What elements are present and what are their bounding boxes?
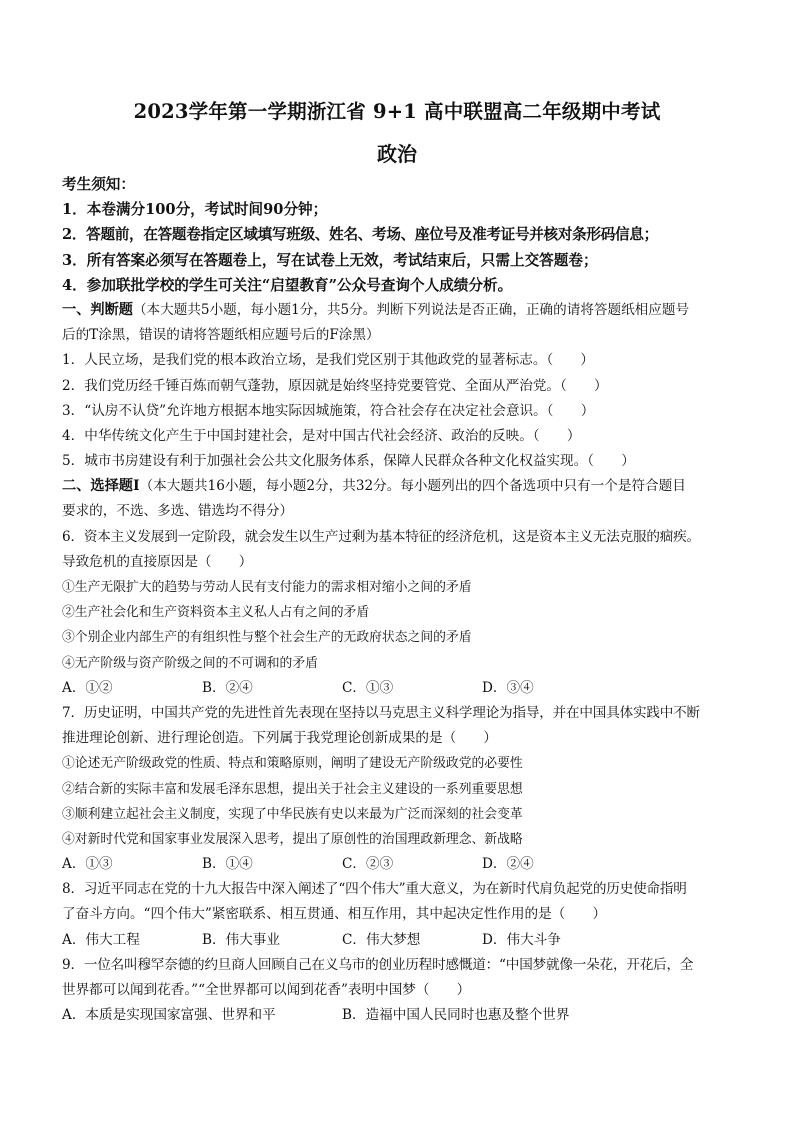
exam-subject: 政治 — [377, 142, 417, 166]
section2-header — [62, 474, 742, 499]
choice-a: A．本质是实现国家富强、世界和平 — [62, 1007, 276, 1024]
question-6-stem-cont: 导致危机的直接原因是（ ） — [62, 553, 253, 570]
question-9-stem: 9．一位名叫穆罕奈德的约旦商人回顾自己在义乌市的创业历程时感慨道：“中国梦就像一朵花，开花后，全 — [62, 956, 694, 973]
judge-question: 1．人民立场，是我们党的根本政治立场，是我们党区别于其他政党的显著标志。（ ） — [62, 352, 595, 369]
question-8-choices — [62, 928, 742, 953]
question-6-statement: ③个别企业内部生产的有组织性与整个社会生产的无政府状态之间的矛盾 — [62, 630, 472, 646]
section1-desc: （本大题共5小题，每小题1分，共5分。判断下列说法是否正确，正确的请将答题纸相应题号 — [132, 301, 690, 318]
question-7-stem: 7．历史证明，中国共产党的先进性首先表现在坚持以马克思主义科学理论为指导，并在中国具体实践中不断 — [62, 704, 700, 721]
section1-heading: 一、判断题 — [62, 301, 133, 318]
question-7-statement: ④对新时代党和国家事业发展深入思考，提出了原创性的治国理政新理念、新战略 — [62, 831, 523, 847]
choice-a: A．①③ — [62, 856, 113, 873]
question-9-stem-cont: 世界都可以闻到花香。”“全世界都可以闻到花香”表明中国梦（ ） — [62, 982, 471, 998]
judge-question: 3．“认房不认贷”允许地方根据本地实际因城施策，符合社会存在决定社会意识。（ ） — [62, 402, 595, 419]
question-7-statement: ②结合新的实际丰富和发展毛泽东思想，提出关于社会主义建设的一系列重要思想 — [62, 781, 523, 797]
choice-b: B．②④ — [202, 679, 253, 696]
question-7-statement: ③顺利建立起社会主义制度，实现了中华民族有史以来最为广泛而深刻的社会变革 — [62, 806, 523, 822]
notice-item: 2．答题前，在答题卷指定区域填写班级、姓名、考场、座位号及准考证号并核对条形码信息； — [62, 226, 658, 244]
choice-b: B．伟大事业 — [202, 931, 280, 948]
choice-c: C．②③ — [342, 856, 394, 873]
choice-b: B．①④ — [202, 856, 253, 873]
question-6-statement: ④无产阶级与资产阶级之间的不可调和的矛盾 — [62, 655, 318, 671]
judge-question: 4．中华传统文化产生于中国封建社会，是对中国古代社会经济、政治的反映。（ ） — [62, 427, 581, 444]
notice-item: 1．本卷满分100分，考试时间90分钟； — [62, 201, 328, 219]
question-6-statement: ①生产无限扩大的趋势与劳动人民有支付能力的需求相对缩小之间的矛盾 — [62, 580, 472, 595]
section2-heading: 二、选择题Ⅰ — [62, 478, 140, 495]
exam-body — [62, 172, 742, 1028]
section1-header — [62, 298, 742, 323]
question-8-stem: 8．习近平同志在党的十九大报告中深入阐述了“四个伟大”重大意义，为在新时代肩负起党的历史使命指明 — [62, 881, 687, 898]
choice-d: D．②④ — [482, 856, 534, 873]
choice-c: C．伟大梦想 — [342, 931, 421, 948]
question-8-stem-cont: 了奋斗方向。“四个伟大”紧密联系、相互贯通、相互作用，其中起决定性作用的是（ ） — [62, 906, 607, 923]
question-7-statement: ①论述无产阶级政党的性质、特点和策略原则，阐明了建设无产阶级政党的必要性 — [62, 756, 523, 772]
question-9-choices — [62, 1003, 742, 1028]
choice-a: A．①② — [62, 679, 113, 696]
question-6-statement: ②生产社会化和生产资料资本主义私人占有之间的矛盾 — [62, 605, 370, 621]
choice-b: B．造福中国人民同时也惠及整个世界 — [342, 1007, 570, 1024]
section2-desc: （本大题共16小题，每小题2分，共32分。每小题列出的四个备选项中只有一个是符合题目 — [139, 478, 686, 495]
notice-item: 3．所有答案必须写在答题卷上，写在试卷上无效，考试结束后，只需上交答题卷； — [62, 251, 598, 269]
section1-desc-cont: 后的T涂黑，错误的请将答题纸相应题号后的F涂黑） — [62, 327, 380, 344]
choice-d: D．③④ — [482, 679, 534, 696]
choice-d: D．伟大斗争 — [482, 931, 561, 948]
choice-a: A．伟大工程 — [62, 931, 140, 948]
choice-c: C．①③ — [342, 679, 394, 696]
section2-desc-cont: 要求的，不选、多选、错选均不得分） — [62, 503, 294, 520]
exam-title: 2023学年第一学期浙江省 9+1 高中联盟高二年级期中考试 — [133, 100, 661, 123]
notice-item: 4．参加联批学校的学生可关注“启望教育”公众号查询个人成绩分析。 — [62, 276, 513, 294]
notice-heading: 考生须知： — [62, 176, 135, 193]
judge-question: 5．城市书房建设有利于加强社会公共文化服务体系，保障人民群众各种文化权益实现。（ ） — [62, 453, 635, 470]
judge-question: 2．我们党历经千锤百炼而朝气蓬勃，原因就是始终坚持党要管党、全面从严治党。（ ） — [62, 377, 608, 394]
question-7-choices — [62, 852, 742, 877]
question-7-stem-cont: 推进理论创新、进行理论创造。下列属于我党理论创新成果的是（ ） — [62, 730, 497, 747]
question-6-choices — [62, 676, 742, 701]
question-6-stem: 6．资本主义发展到一定阶段，就会发生以生产过剩为基本特征的经济危机，这是资本主义无法克服的痼疾。 — [62, 528, 700, 545]
